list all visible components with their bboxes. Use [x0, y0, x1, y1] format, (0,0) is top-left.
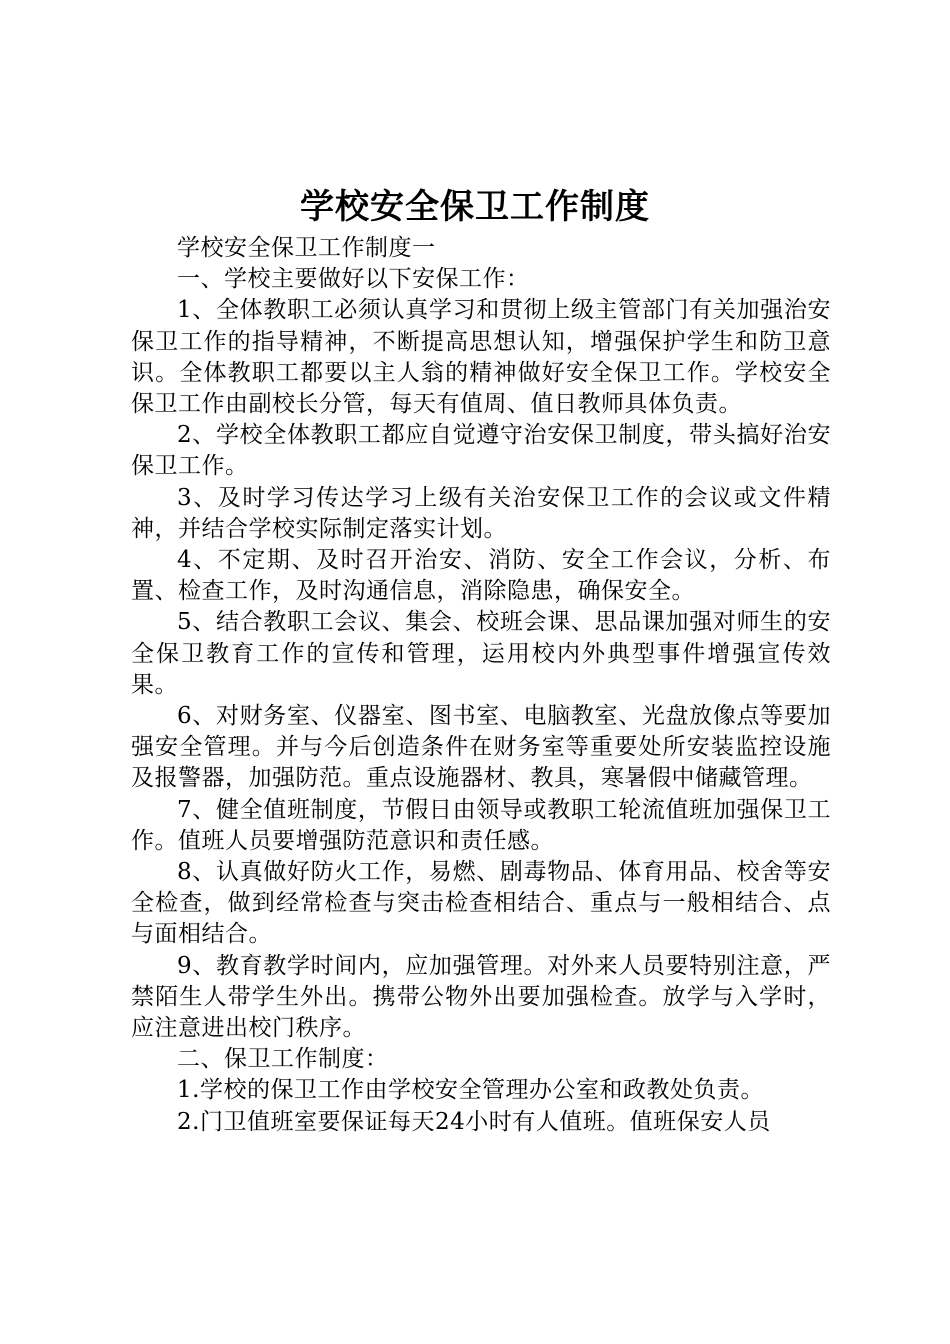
section-heading-2: 二、保卫工作制度：	[177, 1046, 389, 1073]
document-title: 学校安全保卫工作制度	[300, 187, 650, 227]
paragraph-rule-1: 1.学校的保卫工作由学校安全管理办公室和政教处负责。	[177, 1077, 764, 1104]
paragraph-item-3: 3、及时学习传达学习上级有关治安保卫工作的会议或文件精神，并结合学校实际制定落实计划。	[131, 484, 831, 542]
paragraph-item-1: 1、全体教职工必须认真学习和贯彻上级主管部门有关加强治安保卫工作的指导精神，不断提高思想认知，增强保护学生和防卫意识。全体教职工都要以主人翁的精神做好安全保卫工作。学校安全保卫工作由副校长分管，每天有值周、值日教师具体负责。	[131, 297, 831, 418]
paragraph-item-7: 7、健全值班制度，节假日由领导或教职工轮流值班加强保卫工作。值班人员要增强防范意识和责任感。	[131, 796, 831, 854]
paragraph-item-5: 5、结合教职工会议、集会、校班会课、思品课加强对师生的安全保卫教育工作的宣传和管理，运用校内外典型事件增强宣传效果。	[131, 609, 831, 698]
section-heading-1: 一、学校主要做好以下安保工作：	[177, 266, 530, 293]
paragraph-item-8: 8、认真做好防火工作，易燃、剧毒物品、体育用品、校舍等安全检查，做到经常检查与突击检查相结合、重点与一般相结合、点与面相结合。	[131, 859, 831, 948]
paragraph-item-4: 4、不定期、及时召开治安、消防、安全工作会议，分析、布置、检查工作，及时沟通信息，消除隐患，确保安全。	[131, 547, 831, 605]
paragraph-item-6: 6、对财务室、仪器室、图书室、电脑教室、光盘放像点等要加强安全管理。并与今后创造条件在财务室等重要处所安装监控设施及报警器，加强防范。重点设施器材、教具，寒暑假中储藏管理。	[131, 703, 831, 792]
paragraph-item-2: 2、学校全体教职工都应自觉遵守治安保卫制度，带头搞好治安保卫工作。	[131, 422, 831, 480]
paragraph-subtitle: 学校安全保卫工作制度一	[177, 235, 436, 261]
document-body	[131, 233, 831, 1138]
paragraph-rule-2: 2.门卫值班室要保证每天24小时有人值班。值班保安人员	[177, 1108, 771, 1135]
paragraph-item-9: 9、教育教学时间内，应加强管理。对外来人员要特别注意，严禁陌生人带学生外出。携带公物外出要加强检查。放学与入学时，应注意进出校门秩序。	[131, 952, 831, 1042]
